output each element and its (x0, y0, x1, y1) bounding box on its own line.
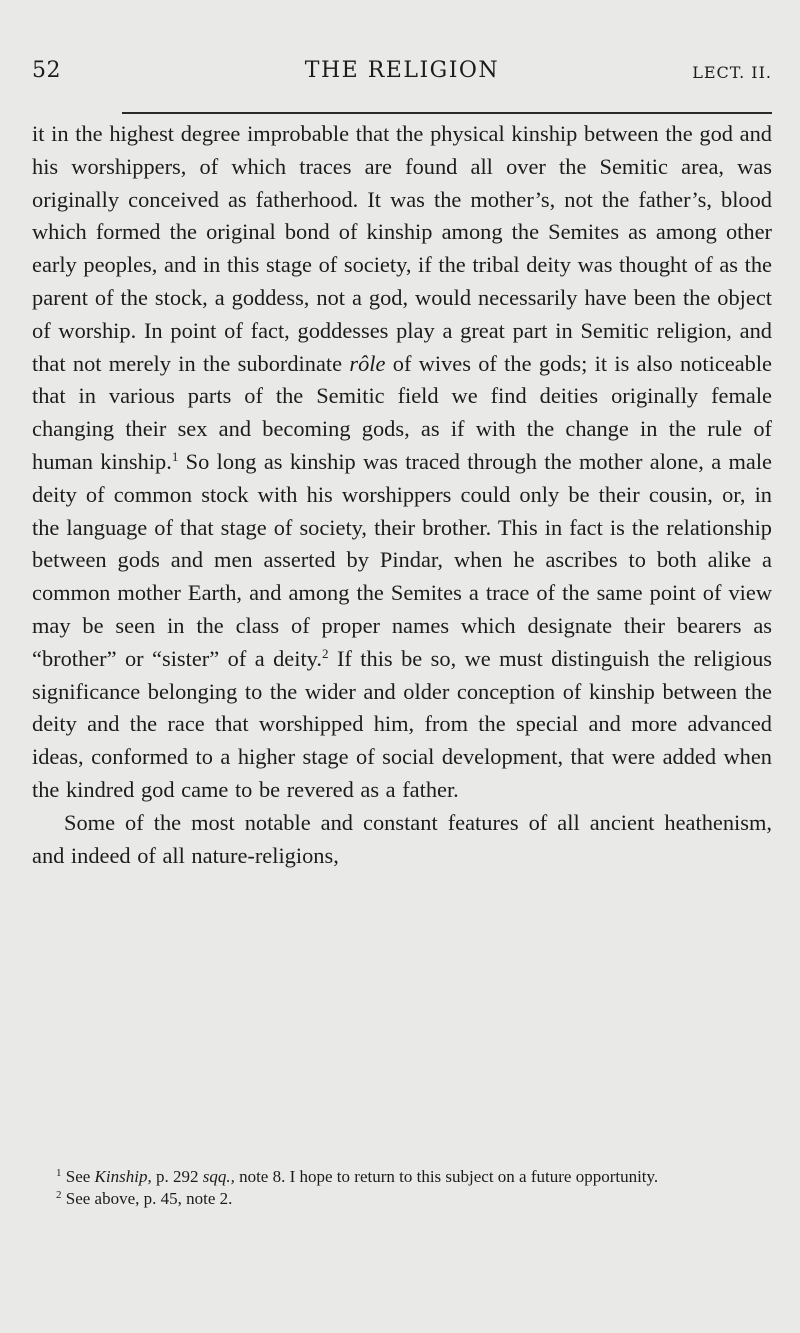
paragraph-continuation (32, 118, 772, 807)
paragraph-text: So long as kinship was traced through the mother alone, a male deity of common stock with his worshippers could only be their cousin, or, in the language of that stage of society, their brother. This in fact is the relationship between gods and men asserted by Pindar, when he ascribes to both alike a common mother Earth, and among the Semites a trace of the same point of view may be seen in the class of proper names which designate their bearers as “brother” or “sister” of a deity. (32, 448, 772, 671)
running-title: THE RELIGION (304, 58, 500, 83)
lecture-mark: LECT. II. (692, 63, 772, 82)
body-text (32, 118, 772, 872)
footnote-text: note 8. I hope to return to this subject on a future opportunity. (234, 1167, 659, 1186)
italic-word-role: rôle (349, 350, 386, 376)
footnote-1 (32, 1166, 772, 1188)
page-header (32, 56, 772, 86)
paragraph-new: Some of the most notable and constant features of all ancient heathenism, and indeed of all nature-religions, (32, 809, 772, 868)
footnote-2-marker: 2 (56, 1188, 62, 1201)
footnote-ref-1[interactable]: 1 (171, 448, 179, 464)
paragraph-text: it in the highest degree improbable that the physical kinship between the god and his worshippers, of which traces are found all over the Semitic area, was originally conceived as fatherhood. It was the mother’s, not the father’s, blood which formed the original bond of kinship among the Semites as among other early peoples, and in this stage of society, if the tribal deity was thought of as the parent of the stock, a goddess, not a god, would necessarily have been the object of worship. In point of fact, goddesses play a great part in Semitic religion, and that not merely in the subordinate (32, 121, 772, 376)
header-rule (122, 112, 772, 114)
footnote-1-marker: 1 (56, 1167, 62, 1179)
paragraph-text: If this be so, we must distinguish the religious significance belonging to the wider and older conception of kinship between the deity and the race that worshipped him, from the special and more advanced ideas, conformed to a higher stage of social development, that were added when the kindred god came to be revered as a father. (32, 645, 772, 802)
page-number: 52 (32, 58, 61, 83)
footnote-2 (32, 1188, 772, 1210)
footnote-text: See above, p. 45, note 2. (61, 1188, 233, 1208)
footnote-ref-2[interactable]: 2 (322, 645, 329, 661)
footnote-sqq: sqq., (202, 1167, 235, 1186)
paragraph-text: of wives of the gods; it is also noticeable that in various parts of the Semitic field we find deities originally female changing their sex and becoming gods, as if with the change in the rule of human kinship. (32, 350, 772, 474)
footnotes (32, 1166, 772, 1209)
footnote-text: See (61, 1167, 95, 1186)
footnote-text: p. 292 (151, 1167, 203, 1186)
footnote-title-kinship: Kinship, (94, 1167, 152, 1186)
